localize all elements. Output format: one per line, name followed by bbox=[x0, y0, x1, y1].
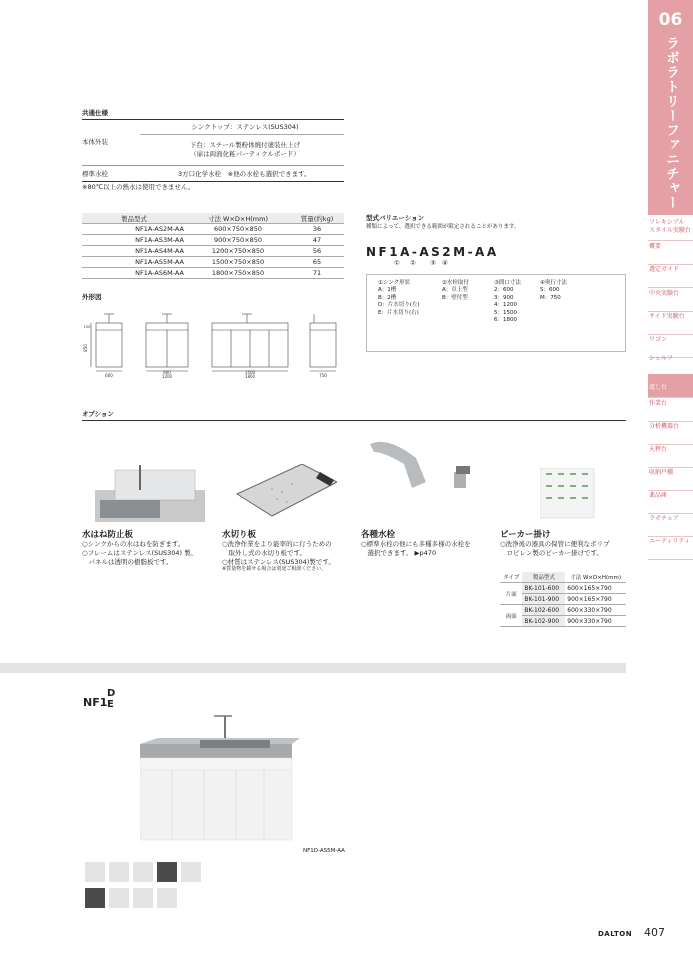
sink-type-icon bbox=[181, 862, 201, 882]
sidebar-item-analysis[interactable]: 分析機器台 bbox=[648, 423, 693, 445]
col-weight: 質量(約kg) bbox=[290, 213, 344, 224]
feature-icons bbox=[85, 862, 205, 912]
variation-group-3 bbox=[494, 280, 521, 325]
variation-group-2 bbox=[442, 280, 469, 302]
cell-model: BK-102-600 bbox=[522, 605, 565, 616]
group-item: 6：1800 bbox=[494, 317, 517, 324]
table-row bbox=[82, 246, 344, 257]
sidebar-item-overview[interactable]: 概要 bbox=[648, 243, 693, 265]
beaker-rack-image bbox=[540, 468, 600, 520]
dim-900: 900 bbox=[163, 370, 171, 375]
table-row bbox=[82, 268, 344, 279]
cell-size: 900×330×790 bbox=[565, 616, 626, 627]
cell-model: NF1A-AS2M-AA bbox=[82, 224, 186, 235]
splash-guard-image bbox=[95, 460, 205, 522]
table-row bbox=[82, 235, 344, 246]
page-number: 407 bbox=[644, 926, 665, 939]
chapter-title: ラボラトリーファニチャー bbox=[663, 36, 679, 210]
spec-value-base: 下台：スチール製粉体焼付塗装仕上げ （扉は両面化粧パーティクルボード） bbox=[189, 141, 301, 158]
sidebar-item-sink[interactable]: 流し台 bbox=[648, 374, 693, 398]
group-item: 2：600 bbox=[494, 287, 514, 294]
cell-model: NF1A-AS5M-AA bbox=[82, 257, 186, 268]
cell-weight: 65 bbox=[290, 257, 344, 268]
sink-type-icon bbox=[109, 862, 129, 882]
sidebar-item-workbench[interactable]: 作業台 bbox=[648, 400, 693, 422]
sidebar-item-balance[interactable]: 天秤台 bbox=[648, 446, 693, 468]
option-line: ロピレン製のビーカー掛けです。 bbox=[500, 548, 603, 557]
sidebar-item-utility[interactable]: ユーティリティ bbox=[648, 538, 693, 560]
option-line: ○材質はステンレス(SUS304)製です。 bbox=[222, 557, 335, 566]
group-item: D：片水切り(左) bbox=[378, 302, 420, 309]
variation-group-4 bbox=[540, 280, 567, 302]
cell-weight: 56 bbox=[290, 246, 344, 257]
sidebar-item-center-bench[interactable]: 中央実験台 bbox=[648, 290, 693, 312]
sidebar-item-storage[interactable]: 収納戸棚 bbox=[648, 469, 693, 491]
dim-150: 150 bbox=[83, 325, 91, 329]
table-row bbox=[500, 605, 626, 616]
spec-title: 共通仕様 bbox=[82, 109, 108, 117]
cell-size: 1800×750×850 bbox=[186, 268, 290, 279]
option-line: ○フレームはステンレス(SUS304) 製、 bbox=[82, 548, 198, 557]
product-letters bbox=[107, 689, 115, 710]
col-model: 製品型式 bbox=[522, 572, 565, 583]
outline-title: 外形図 bbox=[82, 293, 102, 301]
cell-weight: 47 bbox=[290, 235, 344, 246]
col-type: タイプ bbox=[500, 572, 522, 583]
option-desc-splash bbox=[82, 540, 197, 566]
circle-4: ④ bbox=[442, 259, 448, 267]
option-note: ※質量物を載せる場合は別途ご相談ください。 bbox=[222, 566, 327, 573]
group-item: 4：1200 bbox=[494, 302, 517, 309]
option-line: 選択できます。 ▶p470 bbox=[361, 548, 437, 557]
divider bbox=[82, 119, 344, 120]
faucet-image bbox=[368, 436, 478, 498]
cell-model: BK-102-900 bbox=[522, 616, 565, 627]
faucet-type-icon bbox=[133, 888, 153, 908]
dim-850: 850 bbox=[83, 344, 88, 352]
sink-type-icon bbox=[133, 862, 153, 882]
product-caption: NF1D-AS5M-AA bbox=[303, 848, 345, 854]
faucet-type-icon bbox=[85, 888, 105, 908]
col-model: 製品型式 bbox=[82, 213, 186, 224]
variation-group-1 bbox=[378, 280, 420, 317]
group-item: B：2槽 bbox=[378, 294, 397, 301]
model-table bbox=[82, 213, 344, 279]
spec-label-body: 本体外装 bbox=[82, 138, 108, 146]
cell-weight: 36 bbox=[290, 224, 344, 235]
option-desc-beaker bbox=[500, 540, 610, 558]
cell-size: 600×165×790 bbox=[565, 583, 626, 594]
cell-model: BK-101-600 bbox=[522, 583, 565, 594]
sink-type-icon bbox=[85, 862, 105, 882]
sidebar-item-flexible[interactable]: フレキシブル スタイル実験台 bbox=[648, 219, 693, 241]
circle-2: ② bbox=[410, 259, 416, 267]
faucet-type-icon bbox=[109, 888, 129, 908]
chapter-number: 06 bbox=[658, 10, 683, 30]
option-line: ○洗浄後の器具の保管に便利なポリプ bbox=[500, 540, 610, 548]
option-name-drain: 水切り板 bbox=[222, 530, 257, 540]
dim-600: 600 bbox=[105, 373, 113, 378]
group-item: A：1槽 bbox=[378, 287, 397, 294]
option-line: ○シンクからの水はねを防ぎます。 bbox=[82, 540, 185, 548]
col-size: 寸法 W×D×H(mm) bbox=[565, 572, 626, 583]
group-item: M：750 bbox=[540, 294, 561, 301]
sidebar-item-chemical[interactable]: 薬品庫 bbox=[648, 492, 693, 514]
group-item: S：600 bbox=[540, 287, 560, 294]
divider bbox=[140, 134, 344, 135]
group-item: E：片水切り(右) bbox=[378, 309, 419, 316]
dim-1200: 1200 bbox=[161, 374, 173, 378]
circle-1: ① bbox=[394, 259, 400, 267]
col-size: 寸法 W×D×H(mm) bbox=[186, 213, 290, 224]
faucet-type-icon bbox=[157, 888, 177, 908]
option-line: ○洗浄作業をより能率的に行うための bbox=[222, 540, 332, 548]
outline-drawing bbox=[82, 308, 344, 378]
divider bbox=[82, 181, 344, 182]
product-letter: E bbox=[107, 698, 114, 710]
drain-board-image bbox=[232, 464, 337, 522]
group-title: ①シンク形状 bbox=[378, 280, 411, 286]
group-title: ④奥行寸法 bbox=[540, 280, 567, 286]
group-title: ③間口寸法 bbox=[494, 280, 521, 286]
section-band bbox=[0, 663, 626, 673]
option-desc-faucet bbox=[361, 540, 471, 558]
divider bbox=[82, 165, 344, 166]
option-name-faucet: 各種水栓 bbox=[361, 530, 396, 540]
sidebar-item-guide[interactable]: 選定ガイド bbox=[648, 266, 693, 288]
cell-model: NF1A-AS4M-AA bbox=[82, 246, 186, 257]
spec-value-top: シンクトップ：ステンレス(SUS304) bbox=[191, 123, 299, 131]
circle-3: ③ bbox=[430, 259, 436, 267]
cell-model: NF1A-AS3M-AA bbox=[82, 235, 186, 246]
sink-type-icon bbox=[157, 862, 177, 882]
group-item: 5：1500 bbox=[494, 309, 517, 316]
variation-desc: 種類によって、選択できる範囲が限定されることがあります。 bbox=[366, 224, 520, 230]
group-item: B：壁付型 bbox=[442, 294, 468, 301]
dim-750: 750 bbox=[319, 373, 327, 378]
sidebar-item-shelf[interactable]: シェルフ bbox=[648, 355, 693, 377]
dim-1800: 1800 bbox=[244, 374, 256, 378]
table-row bbox=[82, 224, 344, 235]
chapter-sidebar bbox=[648, 0, 693, 960]
cell-type: 両面 bbox=[500, 605, 522, 627]
cell-size: 600×330×790 bbox=[565, 605, 626, 616]
cell-size: 600×750×850 bbox=[186, 224, 290, 235]
group-item: A：卓上型 bbox=[442, 287, 468, 294]
cell-type: 片面 bbox=[500, 583, 522, 605]
sidebar-item-wagon[interactable]: ワゴン bbox=[648, 336, 693, 358]
option-line: ○標準水栓の他にも多種多様の水栓を bbox=[361, 540, 471, 548]
sidebar-item-side-bench[interactable]: サイド実験台 bbox=[648, 313, 693, 335]
group-item: 3：900 bbox=[494, 294, 514, 301]
dim-1500: 1500 bbox=[244, 370, 256, 375]
product-letter: D bbox=[107, 688, 116, 699]
table-row bbox=[82, 257, 344, 268]
cell-size: 900×165×790 bbox=[565, 594, 626, 605]
beaker-table bbox=[500, 572, 626, 627]
cell-weight: 71 bbox=[290, 268, 344, 279]
spec-label-faucet: 標準水栓 bbox=[82, 170, 108, 178]
cell-size: 1500×750×850 bbox=[186, 257, 290, 268]
option-name-beaker: ビーカー掛け bbox=[500, 530, 551, 540]
brand-logo: DALTON bbox=[598, 930, 633, 938]
product-prefix: NF1 bbox=[83, 696, 108, 709]
option-name-splash: 水はね防止板 bbox=[82, 530, 134, 540]
chapter-tab bbox=[648, 0, 693, 215]
variation-code: NF1A-AS2M-AA bbox=[366, 245, 499, 259]
option-line: 取外し式の水切り板です。 bbox=[222, 548, 306, 557]
group-title: ②水栓取付 bbox=[442, 280, 469, 286]
product-image bbox=[140, 710, 300, 844]
sidebar-item-chair[interactable]: ラボチェア bbox=[648, 515, 693, 537]
cell-size: 900×750×850 bbox=[186, 235, 290, 246]
spec-note: ※80℃以上の熱水は使用できません。 bbox=[82, 183, 195, 191]
cell-model: BK-101-900 bbox=[522, 594, 565, 605]
divider bbox=[82, 420, 626, 421]
cell-model: NF1A-AS6M-AA bbox=[82, 268, 186, 279]
spec-value-faucet: 3方口化学水栓 ※他の水栓も選択できます。 bbox=[178, 170, 311, 178]
option-line: パネルは透明の樹脂板です。 bbox=[82, 557, 173, 566]
table-row bbox=[500, 583, 626, 594]
options-title: オプション bbox=[82, 410, 114, 418]
cell-size: 1200×750×850 bbox=[186, 246, 290, 257]
variation-title: 型式バリエーション bbox=[366, 214, 425, 222]
option-desc-drain bbox=[222, 540, 335, 573]
